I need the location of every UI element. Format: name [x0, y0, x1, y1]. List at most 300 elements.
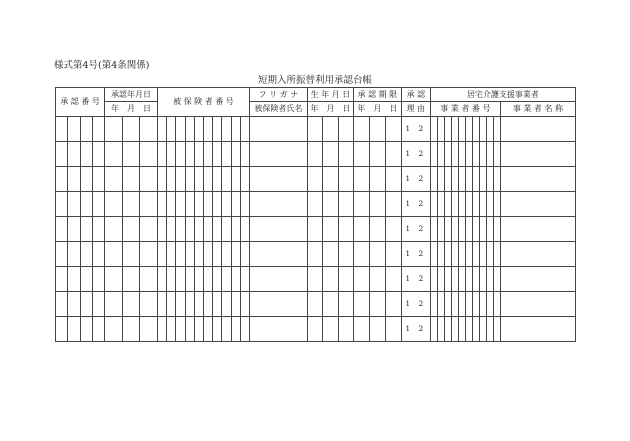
insured-cell[interactable]	[158, 292, 167, 317]
insured-cell[interactable]	[240, 117, 249, 142]
approval-date-cell[interactable]	[140, 142, 158, 167]
provider-number-cell[interactable]	[493, 117, 500, 142]
insured-cell[interactable]	[203, 292, 212, 317]
provider-number-cell[interactable]	[472, 117, 479, 142]
insured-cell[interactable]	[240, 142, 249, 167]
insured-cell[interactable]	[240, 267, 249, 292]
provider-number-cell[interactable]	[479, 267, 486, 292]
insured-cell[interactable]	[167, 267, 176, 292]
provider-number-cell[interactable]	[458, 242, 465, 267]
approval-number-cell[interactable]	[56, 117, 68, 142]
approval-number-cell[interactable]	[92, 267, 104, 292]
provider-name-cell[interactable]	[500, 167, 575, 192]
insured-cell[interactable]	[240, 292, 249, 317]
insured-cell[interactable]	[240, 192, 249, 217]
provider-number-cell[interactable]	[472, 167, 479, 192]
approval-date-cell[interactable]	[105, 167, 123, 192]
provider-number-cell[interactable]	[479, 242, 486, 267]
approval-date-cell[interactable]	[122, 142, 140, 167]
period-cell[interactable]	[385, 217, 401, 242]
insured-cell[interactable]	[194, 267, 203, 292]
provider-number-cell[interactable]	[493, 317, 500, 342]
birth-cell[interactable]	[323, 242, 338, 267]
insured-cell[interactable]	[185, 267, 194, 292]
reason-choice[interactable]: 1 2	[401, 192, 430, 217]
provider-number-cell[interactable]	[437, 192, 444, 217]
provider-number-cell[interactable]	[437, 267, 444, 292]
provider-name-cell[interactable]	[500, 317, 575, 342]
provider-number-cell[interactable]	[486, 317, 493, 342]
approval-date-cell[interactable]	[105, 292, 123, 317]
provider-number-cell[interactable]	[479, 217, 486, 242]
provider-number-cell[interactable]	[430, 192, 437, 217]
period-cell[interactable]	[385, 142, 401, 167]
birth-cell[interactable]	[338, 217, 353, 242]
provider-number-cell[interactable]	[458, 142, 465, 167]
provider-number-cell[interactable]	[430, 167, 437, 192]
insured-cell[interactable]	[176, 217, 185, 242]
insured-cell[interactable]	[194, 192, 203, 217]
provider-number-cell[interactable]	[444, 242, 451, 267]
provider-number-cell[interactable]	[465, 167, 472, 192]
insured-cell[interactable]	[176, 242, 185, 267]
approval-number-cell[interactable]	[80, 317, 92, 342]
approval-date-cell[interactable]	[122, 317, 140, 342]
provider-number-cell[interactable]	[451, 317, 458, 342]
approval-number-cell[interactable]	[56, 142, 68, 167]
insured-cell[interactable]	[240, 242, 249, 267]
insured-cell[interactable]	[185, 317, 194, 342]
provider-number-cell[interactable]	[465, 142, 472, 167]
insured-cell[interactable]	[194, 317, 203, 342]
insured-cell[interactable]	[194, 167, 203, 192]
provider-number-cell[interactable]	[493, 142, 500, 167]
approval-date-cell[interactable]	[105, 217, 123, 242]
approval-date-cell[interactable]	[140, 317, 158, 342]
insured-cell[interactable]	[213, 117, 222, 142]
provider-number-cell[interactable]	[458, 117, 465, 142]
provider-name-cell[interactable]	[500, 267, 575, 292]
reason-choice[interactable]: 1 2	[401, 267, 430, 292]
provider-number-cell[interactable]	[430, 117, 437, 142]
provider-number-cell[interactable]	[451, 167, 458, 192]
insured-cell[interactable]	[231, 217, 240, 242]
period-cell[interactable]	[353, 192, 369, 217]
insured-cell[interactable]	[213, 217, 222, 242]
period-cell[interactable]	[369, 117, 385, 142]
insured-cell[interactable]	[213, 292, 222, 317]
period-cell[interactable]	[385, 117, 401, 142]
birth-cell[interactable]	[323, 142, 338, 167]
insured-cell[interactable]	[203, 192, 212, 217]
provider-number-cell[interactable]	[472, 317, 479, 342]
approval-number-cell[interactable]	[68, 142, 80, 167]
approval-number-cell[interactable]	[56, 317, 68, 342]
provider-number-cell[interactable]	[437, 242, 444, 267]
provider-number-cell[interactable]	[493, 217, 500, 242]
provider-number-cell[interactable]	[444, 192, 451, 217]
period-cell[interactable]	[353, 142, 369, 167]
insured-cell[interactable]	[167, 317, 176, 342]
approval-number-cell[interactable]	[68, 217, 80, 242]
birth-cell[interactable]	[307, 117, 322, 142]
provider-number-cell[interactable]	[430, 142, 437, 167]
provider-number-cell[interactable]	[444, 292, 451, 317]
approval-date-cell[interactable]	[140, 242, 158, 267]
insured-cell[interactable]	[222, 292, 231, 317]
approval-number-cell[interactable]	[80, 117, 92, 142]
provider-number-cell[interactable]	[458, 292, 465, 317]
insured-cell[interactable]	[231, 267, 240, 292]
name-cell[interactable]	[249, 192, 307, 217]
insured-cell[interactable]	[213, 317, 222, 342]
approval-number-cell[interactable]	[56, 267, 68, 292]
insured-cell[interactable]	[158, 167, 167, 192]
reason-choice[interactable]: 1 2	[401, 242, 430, 267]
insured-cell[interactable]	[203, 242, 212, 267]
provider-name-cell[interactable]	[500, 242, 575, 267]
provider-number-cell[interactable]	[479, 117, 486, 142]
approval-number-cell[interactable]	[92, 292, 104, 317]
approval-number-cell[interactable]	[56, 242, 68, 267]
insured-cell[interactable]	[213, 167, 222, 192]
provider-number-cell[interactable]	[493, 242, 500, 267]
insured-cell[interactable]	[185, 242, 194, 267]
period-cell[interactable]	[369, 192, 385, 217]
provider-number-cell[interactable]	[465, 292, 472, 317]
insured-cell[interactable]	[194, 142, 203, 167]
insured-cell[interactable]	[240, 167, 249, 192]
approval-number-cell[interactable]	[92, 217, 104, 242]
period-cell[interactable]	[353, 217, 369, 242]
period-cell[interactable]	[369, 167, 385, 192]
approval-date-cell[interactable]	[105, 117, 123, 142]
approval-number-cell[interactable]	[68, 317, 80, 342]
provider-number-cell[interactable]	[479, 317, 486, 342]
approval-date-cell[interactable]	[140, 167, 158, 192]
approval-number-cell[interactable]	[80, 142, 92, 167]
insured-cell[interactable]	[176, 142, 185, 167]
name-cell[interactable]	[249, 217, 307, 242]
provider-number-cell[interactable]	[493, 167, 500, 192]
birth-cell[interactable]	[323, 292, 338, 317]
period-cell[interactable]	[369, 267, 385, 292]
provider-number-cell[interactable]	[430, 267, 437, 292]
insured-cell[interactable]	[240, 217, 249, 242]
provider-number-cell[interactable]	[430, 217, 437, 242]
insured-cell[interactable]	[222, 317, 231, 342]
provider-number-cell[interactable]	[493, 267, 500, 292]
provider-number-cell[interactable]	[465, 217, 472, 242]
approval-number-cell[interactable]	[80, 167, 92, 192]
approval-date-cell[interactable]	[122, 217, 140, 242]
birth-cell[interactable]	[323, 192, 338, 217]
birth-cell[interactable]	[338, 117, 353, 142]
provider-number-cell[interactable]	[479, 142, 486, 167]
insured-cell[interactable]	[203, 142, 212, 167]
approval-number-cell[interactable]	[68, 242, 80, 267]
provider-number-cell[interactable]	[444, 267, 451, 292]
approval-number-cell[interactable]	[68, 292, 80, 317]
period-cell[interactable]	[353, 117, 369, 142]
approval-date-cell[interactable]	[122, 292, 140, 317]
insured-cell[interactable]	[167, 192, 176, 217]
provider-number-cell[interactable]	[437, 117, 444, 142]
insured-cell[interactable]	[222, 117, 231, 142]
insured-cell[interactable]	[167, 242, 176, 267]
provider-number-cell[interactable]	[444, 167, 451, 192]
approval-number-cell[interactable]	[56, 292, 68, 317]
provider-number-cell[interactable]	[444, 317, 451, 342]
approval-number-cell[interactable]	[68, 267, 80, 292]
insured-cell[interactable]	[176, 192, 185, 217]
name-cell[interactable]	[249, 242, 307, 267]
provider-number-cell[interactable]	[444, 117, 451, 142]
approval-date-cell[interactable]	[140, 292, 158, 317]
insured-cell[interactable]	[203, 317, 212, 342]
insured-cell[interactable]	[167, 142, 176, 167]
approval-date-cell[interactable]	[140, 267, 158, 292]
insured-cell[interactable]	[194, 117, 203, 142]
provider-number-cell[interactable]	[437, 292, 444, 317]
approval-number-cell[interactable]	[56, 192, 68, 217]
period-cell[interactable]	[385, 192, 401, 217]
provider-number-cell[interactable]	[437, 317, 444, 342]
birth-cell[interactable]	[323, 317, 338, 342]
provider-number-cell[interactable]	[437, 217, 444, 242]
insured-cell[interactable]	[213, 267, 222, 292]
approval-number-cell[interactable]	[80, 292, 92, 317]
provider-number-cell[interactable]	[465, 242, 472, 267]
approval-number-cell[interactable]	[80, 192, 92, 217]
insured-cell[interactable]	[176, 317, 185, 342]
provider-number-cell[interactable]	[437, 142, 444, 167]
insured-cell[interactable]	[213, 192, 222, 217]
provider-name-cell[interactable]	[500, 117, 575, 142]
insured-cell[interactable]	[222, 192, 231, 217]
birth-cell[interactable]	[323, 117, 338, 142]
birth-cell[interactable]	[338, 142, 353, 167]
insured-cell[interactable]	[167, 292, 176, 317]
period-cell[interactable]	[385, 167, 401, 192]
insured-cell[interactable]	[203, 267, 212, 292]
provider-number-cell[interactable]	[486, 192, 493, 217]
period-cell[interactable]	[369, 317, 385, 342]
insured-cell[interactable]	[176, 267, 185, 292]
provider-number-cell[interactable]	[479, 192, 486, 217]
insured-cell[interactable]	[213, 142, 222, 167]
insured-cell[interactable]	[194, 242, 203, 267]
approval-number-cell[interactable]	[80, 242, 92, 267]
insured-cell[interactable]	[231, 167, 240, 192]
birth-cell[interactable]	[307, 317, 322, 342]
approval-date-cell[interactable]	[105, 267, 123, 292]
insured-cell[interactable]	[222, 142, 231, 167]
approval-number-cell[interactable]	[92, 117, 104, 142]
provider-number-cell[interactable]	[465, 117, 472, 142]
approval-date-cell[interactable]	[122, 167, 140, 192]
birth-cell[interactable]	[307, 242, 322, 267]
insured-cell[interactable]	[222, 242, 231, 267]
approval-date-cell[interactable]	[105, 192, 123, 217]
period-cell[interactable]	[369, 142, 385, 167]
approval-number-cell[interactable]	[92, 317, 104, 342]
birth-cell[interactable]	[338, 242, 353, 267]
period-cell[interactable]	[369, 242, 385, 267]
provider-number-cell[interactable]	[444, 142, 451, 167]
insured-cell[interactable]	[158, 117, 167, 142]
provider-number-cell[interactable]	[486, 142, 493, 167]
provider-number-cell[interactable]	[451, 267, 458, 292]
approval-number-cell[interactable]	[56, 167, 68, 192]
insured-cell[interactable]	[167, 217, 176, 242]
birth-cell[interactable]	[323, 267, 338, 292]
reason-choice[interactable]: 1 2	[401, 217, 430, 242]
name-cell[interactable]	[249, 142, 307, 167]
provider-number-cell[interactable]	[472, 192, 479, 217]
insured-cell[interactable]	[231, 117, 240, 142]
birth-cell[interactable]	[338, 167, 353, 192]
insured-cell[interactable]	[158, 242, 167, 267]
provider-number-cell[interactable]	[451, 192, 458, 217]
insured-cell[interactable]	[222, 167, 231, 192]
provider-number-cell[interactable]	[486, 117, 493, 142]
provider-number-cell[interactable]	[437, 167, 444, 192]
approval-date-cell[interactable]	[122, 267, 140, 292]
provider-name-cell[interactable]	[500, 217, 575, 242]
period-cell[interactable]	[385, 242, 401, 267]
name-cell[interactable]	[249, 292, 307, 317]
name-cell[interactable]	[249, 317, 307, 342]
birth-cell[interactable]	[338, 292, 353, 317]
provider-number-cell[interactable]	[472, 217, 479, 242]
period-cell[interactable]	[353, 292, 369, 317]
provider-name-cell[interactable]	[500, 292, 575, 317]
approval-date-cell[interactable]	[105, 142, 123, 167]
insured-cell[interactable]	[222, 217, 231, 242]
approval-number-cell[interactable]	[68, 167, 80, 192]
provider-number-cell[interactable]	[479, 167, 486, 192]
reason-choice[interactable]: 1 2	[401, 142, 430, 167]
insured-cell[interactable]	[158, 317, 167, 342]
insured-cell[interactable]	[185, 217, 194, 242]
reason-choice[interactable]: 1 2	[401, 292, 430, 317]
insured-cell[interactable]	[231, 242, 240, 267]
name-cell[interactable]	[249, 167, 307, 192]
birth-cell[interactable]	[338, 317, 353, 342]
provider-number-cell[interactable]	[430, 242, 437, 267]
insured-cell[interactable]	[194, 217, 203, 242]
insured-cell[interactable]	[231, 292, 240, 317]
provider-number-cell[interactable]	[430, 292, 437, 317]
provider-number-cell[interactable]	[458, 192, 465, 217]
provider-number-cell[interactable]	[451, 217, 458, 242]
insured-cell[interactable]	[158, 267, 167, 292]
approval-number-cell[interactable]	[80, 267, 92, 292]
period-cell[interactable]	[385, 292, 401, 317]
provider-number-cell[interactable]	[479, 292, 486, 317]
birth-cell[interactable]	[307, 167, 322, 192]
provider-number-cell[interactable]	[458, 317, 465, 342]
period-cell[interactable]	[369, 292, 385, 317]
insured-cell[interactable]	[213, 242, 222, 267]
provider-number-cell[interactable]	[486, 167, 493, 192]
period-cell[interactable]	[353, 317, 369, 342]
approval-date-cell[interactable]	[122, 242, 140, 267]
approval-number-cell[interactable]	[80, 217, 92, 242]
insured-cell[interactable]	[194, 292, 203, 317]
insured-cell[interactable]	[185, 292, 194, 317]
provider-number-cell[interactable]	[486, 267, 493, 292]
birth-cell[interactable]	[323, 167, 338, 192]
insured-cell[interactable]	[185, 142, 194, 167]
insured-cell[interactable]	[203, 167, 212, 192]
approval-number-cell[interactable]	[92, 167, 104, 192]
birth-cell[interactable]	[307, 292, 322, 317]
insured-cell[interactable]	[240, 317, 249, 342]
provider-number-cell[interactable]	[451, 292, 458, 317]
provider-number-cell[interactable]	[472, 267, 479, 292]
provider-number-cell[interactable]	[451, 117, 458, 142]
insured-cell[interactable]	[222, 267, 231, 292]
provider-number-cell[interactable]	[465, 192, 472, 217]
insured-cell[interactable]	[167, 117, 176, 142]
provider-number-cell[interactable]	[472, 292, 479, 317]
approval-number-cell[interactable]	[68, 117, 80, 142]
insured-cell[interactable]	[231, 192, 240, 217]
provider-number-cell[interactable]	[458, 167, 465, 192]
birth-cell[interactable]	[307, 217, 322, 242]
insured-cell[interactable]	[231, 142, 240, 167]
insured-cell[interactable]	[203, 117, 212, 142]
provider-number-cell[interactable]	[458, 267, 465, 292]
approval-date-cell[interactable]	[105, 317, 123, 342]
approval-number-cell[interactable]	[92, 192, 104, 217]
period-cell[interactable]	[353, 242, 369, 267]
approval-date-cell[interactable]	[140, 117, 158, 142]
provider-number-cell[interactable]	[493, 292, 500, 317]
approval-number-cell[interactable]	[56, 217, 68, 242]
period-cell[interactable]	[353, 267, 369, 292]
birth-cell[interactable]	[338, 267, 353, 292]
reason-choice[interactable]: 1 2	[401, 167, 430, 192]
provider-number-cell[interactable]	[486, 292, 493, 317]
insured-cell[interactable]	[176, 292, 185, 317]
insured-cell[interactable]	[185, 117, 194, 142]
provider-number-cell[interactable]	[444, 217, 451, 242]
insured-cell[interactable]	[203, 217, 212, 242]
approval-number-cell[interactable]	[68, 192, 80, 217]
insured-cell[interactable]	[231, 317, 240, 342]
birth-cell[interactable]	[307, 192, 322, 217]
provider-number-cell[interactable]	[486, 217, 493, 242]
reason-choice[interactable]: 1 2	[401, 317, 430, 342]
approval-date-cell[interactable]	[122, 192, 140, 217]
provider-number-cell[interactable]	[486, 242, 493, 267]
provider-name-cell[interactable]	[500, 142, 575, 167]
insured-cell[interactable]	[158, 192, 167, 217]
provider-number-cell[interactable]	[493, 192, 500, 217]
provider-name-cell[interactable]	[500, 192, 575, 217]
period-cell[interactable]	[353, 167, 369, 192]
period-cell[interactable]	[385, 317, 401, 342]
provider-number-cell[interactable]	[451, 242, 458, 267]
name-cell[interactable]	[249, 267, 307, 292]
provider-number-cell[interactable]	[430, 317, 437, 342]
approval-number-cell[interactable]	[92, 142, 104, 167]
birth-cell[interactable]	[323, 217, 338, 242]
provider-number-cell[interactable]	[472, 142, 479, 167]
